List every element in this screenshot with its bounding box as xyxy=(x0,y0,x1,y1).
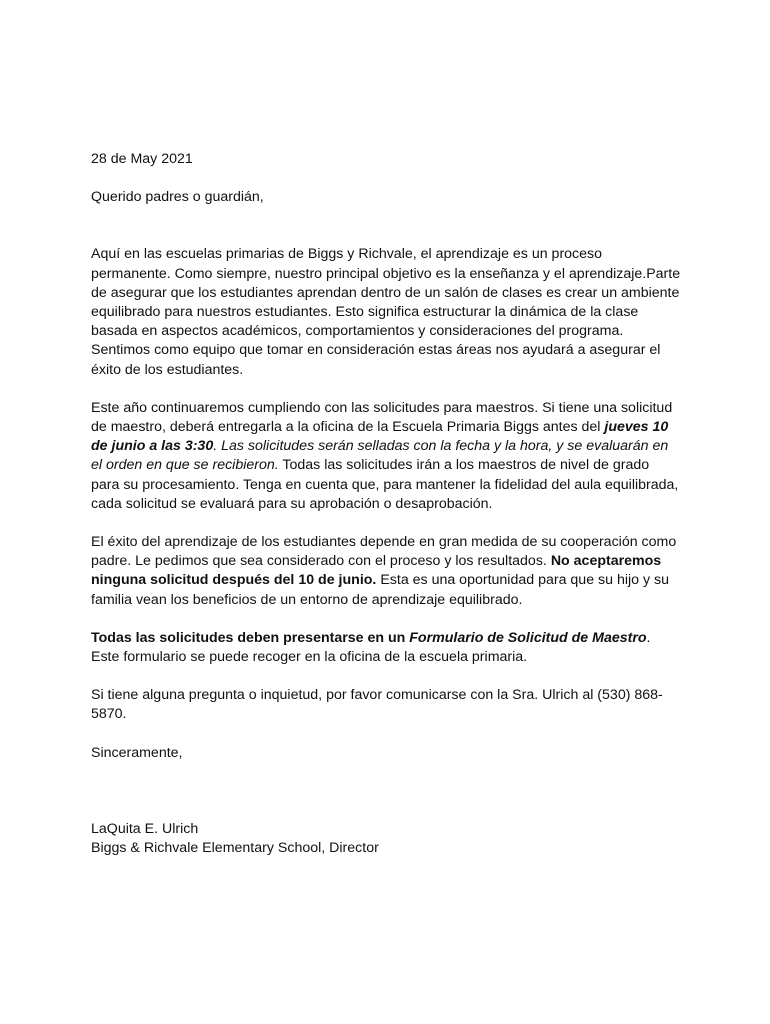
form-name: Formulario de Solicitud de Maestro xyxy=(409,629,647,646)
paragraph-form xyxy=(91,629,681,667)
paragraph-contact: Si tiene alguna pregunta o inquietud, por favor comunicarse con la Sra. Ulrich al (530) 868-5870. xyxy=(91,687,663,723)
letter-closing: Sinceramente, xyxy=(91,744,183,761)
requests-text-2: Todas las solicitudes irán a los maestros de nivel de grado para su procesamiento. Tenga en cuenta que, para mantener la fidelidad del aula equilibrada, cada solicitud se evaluará para su aprobación o desaprobación. xyxy=(91,457,679,512)
requests-text-1: Este año continuaremos cumpliendo con las solicitudes para maestros. Si tiene una solicitud de maestro, deberá entregarla a la oficina de la Escuela Primaria Biggs antes del xyxy=(91,399,673,436)
paragraph-requests xyxy=(91,399,681,514)
letter xyxy=(91,150,681,858)
requests-italic-note: . Las solicitudes serán selladas con la fecha y la hora, y se evaluarán en el orden en que se recibieron. xyxy=(91,438,669,474)
form-bold-text: Todas las solicitudes deben presentarse en un xyxy=(91,629,410,646)
cooperation-bold-notice: No aceptaremos ninguna solicitud después del 10 de junio. xyxy=(91,553,662,589)
letter-greeting: Querido padres o guardián, xyxy=(91,189,264,206)
cooperation-text-2: Esta es una oportunidad para que su hijo y su familia vean los beneficios de un entorno de aprendizaje equilibrado. xyxy=(91,572,669,608)
letter-date: 28 de May 2021 xyxy=(91,151,193,167)
cooperation-text-1: El éxito del aprendizaje de los estudiantes depende en gran medida de su cooperación como padre. Le pedimos que sea considerado con el proceso y los resultados. xyxy=(91,534,677,570)
signer-title: Biggs & Richvale Elementary School, Director xyxy=(91,840,379,857)
paragraph-intro: Aquí en las escuelas primarias de Biggs y Richvale, el aprendizaje es un proceso permanente. Como siempre, nuestro principal objetivo es la enseñanza y el aprendizaje.Parte de asegurar que los estudiantes aprendan dentro de un salón de clases es crear un ambiente equilibrado para nuestros estudiantes. Esto significa estructurar la dinámica de la clase basada en aspectos académicos, comportamientos y consideraciones del programa. Sentimos como equipo que tomar en consideración estas áreas nos ayudará a asegurar el éxito de los estudiantes. xyxy=(91,246,681,378)
form-text: . Este formulario se puede recoger en la oficina de la escuela primaria. xyxy=(91,629,651,666)
paragraph-cooperation xyxy=(91,533,681,610)
signer-name: LaQuita E. Ulrich xyxy=(91,820,199,837)
requests-deadline: jueves 10 de junio a las 3:30 xyxy=(91,419,669,455)
